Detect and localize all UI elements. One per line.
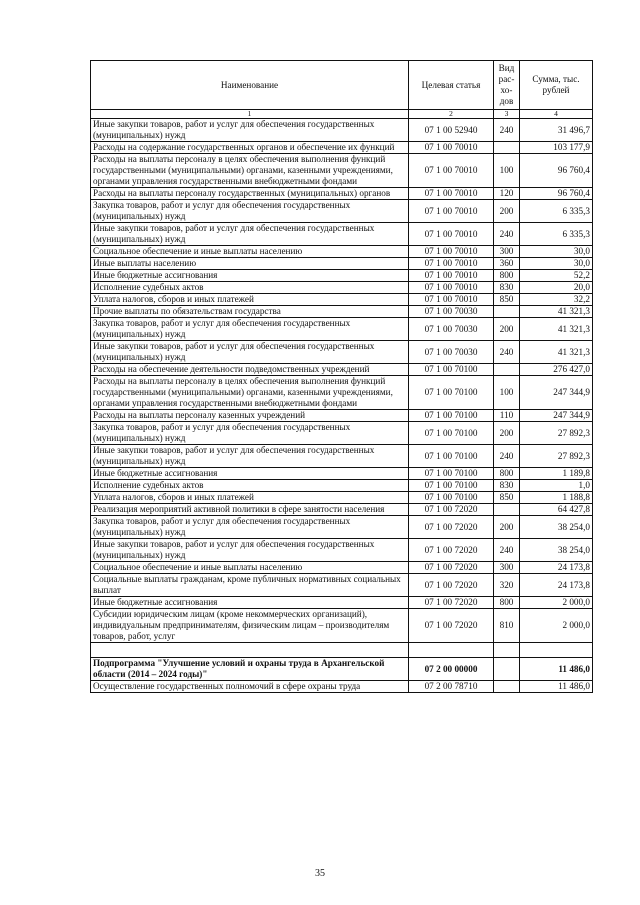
name-cell: Иные закупки товаров, работ и услуг для обеспечения государственных (муниципальных) нужд: [91, 445, 409, 468]
name-cell: Закупка товаров, работ и услуг для обеспечения государственных (муниципальных) нужд: [91, 200, 409, 223]
name-cell: Уплата налогов, сборов и иных платежей: [91, 294, 409, 306]
table-row: [91, 154, 593, 188]
expense-type-cell: 240: [494, 445, 520, 468]
name-cell: Исполнение судебных актов: [91, 282, 409, 294]
target-article-cell: 07 1 00 70010: [409, 282, 494, 294]
sum-cell: 27 892,3: [520, 445, 593, 468]
expense-type-cell: 800: [494, 468, 520, 480]
expense-type-cell: 100: [494, 376, 520, 410]
header-expense-type: Вид рас- хо- дов: [494, 61, 520, 110]
sum-cell: 103 177,9: [520, 142, 593, 154]
spacer-cell: [91, 643, 409, 658]
table-row: [91, 223, 593, 246]
name-cell: Закупка товаров, работ и услуг для обеспечения государственных (муниципальных) нужд: [91, 318, 409, 341]
expense-type-cell: 830: [494, 282, 520, 294]
target-article-cell: 07 1 00 72020: [409, 609, 494, 643]
table-row: [91, 376, 593, 410]
name-cell: Исполнение судебных актов: [91, 480, 409, 492]
name-cell: Уплата налогов, сборов и иных платежей: [91, 492, 409, 504]
expense-type-cell: 850: [494, 294, 520, 306]
target-article-cell: 07 1 00 70010: [409, 270, 494, 282]
table-row: [91, 142, 593, 154]
expense-type-cell: 300: [494, 562, 520, 574]
expense-type-cell: 100: [494, 154, 520, 188]
table-row: [91, 422, 593, 445]
name-cell: Расходы на выплаты персоналу казенных учреждений: [91, 410, 409, 422]
target-article-cell: 07 1 00 72020: [409, 539, 494, 562]
target-article-cell: 07 1 00 70100: [409, 410, 494, 422]
column-number: 3: [494, 110, 520, 119]
table-row: [91, 445, 593, 468]
name-cell: Иные закупки товаров, работ и услуг для обеспечения государственных (муниципальных) нужд: [91, 119, 409, 142]
target-article-cell: 07 1 00 70030: [409, 306, 494, 318]
target-article-cell: 07 1 00 70010: [409, 142, 494, 154]
sum-cell: 30,0: [520, 258, 593, 270]
name-cell: Закупка товаров, работ и услуг для обеспечения государственных (муниципальных) нужд: [91, 516, 409, 539]
page-number: 35: [315, 868, 325, 879]
name-cell: Иные закупки товаров, работ и услуг для обеспечения государственных (муниципальных) нужд: [91, 539, 409, 562]
table-header-row: [91, 61, 593, 110]
name-cell: Закупка товаров, работ и услуг для обеспечения государственных (муниципальных) нужд: [91, 422, 409, 445]
table-row: [91, 539, 593, 562]
table-row: [91, 504, 593, 516]
expense-type-cell: [494, 364, 520, 376]
target-article-cell: 07 1 00 52940: [409, 119, 494, 142]
sum-cell: 38 254,0: [520, 516, 593, 539]
expense-type-cell: 200: [494, 200, 520, 223]
target-article-cell: 07 1 00 70100: [409, 480, 494, 492]
expense-type-cell: 850: [494, 492, 520, 504]
name-cell: Социальное обеспечение и иные выплаты населению: [91, 562, 409, 574]
target-article-cell: 07 1 00 70010: [409, 188, 494, 200]
sum-cell: 276 427,0: [520, 364, 593, 376]
name-cell: Иные бюджетные ассигнования: [91, 468, 409, 480]
sum-cell: 247 344,9: [520, 410, 593, 422]
table-row: [91, 341, 593, 364]
expense-type-cell: 800: [494, 597, 520, 609]
table-body: [91, 119, 593, 693]
target-article-cell: 07 1 00 72020: [409, 516, 494, 539]
target-article-cell: 07 1 00 72020: [409, 562, 494, 574]
budget-table: [90, 60, 593, 693]
target-article-cell: 07 2 00 00000: [409, 658, 494, 681]
expense-type-cell: 240: [494, 223, 520, 246]
target-article-cell: 07 1 00 72020: [409, 574, 494, 597]
column-number-row: [91, 110, 593, 119]
sum-cell: 41 321,3: [520, 341, 593, 364]
expense-type-cell: 800: [494, 270, 520, 282]
sum-cell: 6 335,3: [520, 200, 593, 223]
expense-type-cell: 200: [494, 422, 520, 445]
sum-cell: 64 427,8: [520, 504, 593, 516]
name-cell: Иные бюджетные ассигнования: [91, 597, 409, 609]
table-row: [91, 294, 593, 306]
target-article-cell: 07 1 00 70100: [409, 492, 494, 504]
sum-cell: 2 000,0: [520, 609, 593, 643]
expense-type-cell: 300: [494, 246, 520, 258]
table-row: [91, 306, 593, 318]
target-article-cell: 07 2 00 78710: [409, 681, 494, 693]
spacer-row: [91, 643, 593, 658]
table-row: [91, 188, 593, 200]
sum-cell: 38 254,0: [520, 539, 593, 562]
sum-cell: 247 344,9: [520, 376, 593, 410]
sum-cell: 41 321,3: [520, 318, 593, 341]
sum-cell: 1 188,8: [520, 492, 593, 504]
sum-cell: 41 321,3: [520, 306, 593, 318]
sum-cell: 11 486,0: [520, 658, 593, 681]
name-cell: Социальные выплаты гражданам, кроме публичных нормативных социальных выплат: [91, 574, 409, 597]
sum-cell: 96 760,4: [520, 188, 593, 200]
expense-type-cell: [494, 306, 520, 318]
expense-type-cell: 240: [494, 119, 520, 142]
expense-type-cell: 810: [494, 609, 520, 643]
name-cell: Расходы на обеспечение деятельности подведомственных учреждений: [91, 364, 409, 376]
name-cell: Расходы на выплаты персоналу в целях обеспечения выполнения функций государственными (муниципальными) органами, казенными учреждениями, органами управления государственными внебюджетными фондами: [91, 376, 409, 410]
spacer-cell: [409, 643, 494, 658]
column-number: 2: [409, 110, 494, 119]
table-row: [91, 609, 593, 643]
name-cell: Иные бюджетные ассигнования: [91, 270, 409, 282]
table-row: [91, 364, 593, 376]
table-row: [91, 246, 593, 258]
target-article-cell: 07 1 00 70100: [409, 445, 494, 468]
sum-cell: 52,2: [520, 270, 593, 282]
expense-type-cell: 240: [494, 539, 520, 562]
sum-cell: 24 173,8: [520, 574, 593, 597]
sum-cell: 24 173,8: [520, 562, 593, 574]
table-row: [91, 480, 593, 492]
spacer-cell: [520, 643, 593, 658]
name-cell: Осуществление государственных полномочий в сфере охраны труда: [91, 681, 409, 693]
table-row: [91, 258, 593, 270]
sum-cell: 1,0: [520, 480, 593, 492]
target-article-cell: 07 1 00 70100: [409, 364, 494, 376]
spacer-cell: [494, 643, 520, 658]
table-row: [91, 410, 593, 422]
expense-type-cell: [494, 658, 520, 681]
name-cell: Расходы на выплаты персоналу государственных (муниципальных) органов: [91, 188, 409, 200]
table-row: [91, 516, 593, 539]
name-cell: Расходы на выплаты персоналу в целях обеспечения выполнения функций государственными (муниципальными) органами, казенными учреждениями, органами управления государственными внебюджетными фондами: [91, 154, 409, 188]
sum-cell: 30,0: [520, 246, 593, 258]
target-article-cell: 07 1 00 70010: [409, 258, 494, 270]
target-article-cell: 07 1 00 70010: [409, 246, 494, 258]
target-article-cell: 07 1 00 70030: [409, 341, 494, 364]
target-article-cell: 07 1 00 72020: [409, 504, 494, 516]
target-article-cell: 07 1 00 70010: [409, 200, 494, 223]
sum-cell: 32,2: [520, 294, 593, 306]
name-cell: Расходы на содержание государственных органов и обеспечение их функций: [91, 142, 409, 154]
target-article-cell: 07 1 00 70100: [409, 376, 494, 410]
sum-cell: 6 335,3: [520, 223, 593, 246]
name-cell: Социальное обеспечение и иные выплаты населению: [91, 246, 409, 258]
sum-cell: 1 189,8: [520, 468, 593, 480]
table-row: [91, 468, 593, 480]
target-article-cell: 07 1 00 70100: [409, 468, 494, 480]
expense-type-cell: [494, 681, 520, 693]
expense-type-cell: 200: [494, 516, 520, 539]
table-row: [91, 597, 593, 609]
header-name: Наименование: [91, 61, 409, 110]
expense-type-cell: [494, 142, 520, 154]
expense-type-cell: 110: [494, 410, 520, 422]
sum-cell: 96 760,4: [520, 154, 593, 188]
table-row: [91, 574, 593, 597]
column-number: 4: [520, 110, 593, 119]
header-target-article: Целевая статья: [409, 61, 494, 110]
sum-cell: 2 000,0: [520, 597, 593, 609]
table-row: [91, 282, 593, 294]
expense-type-cell: [494, 504, 520, 516]
name-cell: Реализация мероприятий активной политики в сфере занятости населения: [91, 504, 409, 516]
expense-type-cell: 320: [494, 574, 520, 597]
target-article-cell: 07 1 00 70010: [409, 223, 494, 246]
table-row: [91, 681, 593, 693]
name-cell: Иные выплаты населению: [91, 258, 409, 270]
table-row: [91, 119, 593, 142]
table-row: [91, 200, 593, 223]
sum-cell: 11 486,0: [520, 681, 593, 693]
name-cell: Субсидии юридическим лицам (кроме некоммерческих организаций), индивидуальным предпринимателям, физическим лицам – производителям товаров, работ, услуг: [91, 609, 409, 643]
expense-type-cell: 240: [494, 341, 520, 364]
name-cell: Прочие выплаты по обязательствам государства: [91, 306, 409, 318]
expense-type-cell: 120: [494, 188, 520, 200]
table-row: [91, 658, 593, 681]
name-cell: Иные закупки товаров, работ и услуг для обеспечения государственных (муниципальных) нужд: [91, 223, 409, 246]
sum-cell: 20,0: [520, 282, 593, 294]
expense-type-cell: 360: [494, 258, 520, 270]
table-row: [91, 562, 593, 574]
sum-cell: 31 496,7: [520, 119, 593, 142]
target-article-cell: 07 1 00 70100: [409, 422, 494, 445]
header-sum: Сумма, тыс. рублей: [520, 61, 593, 110]
table-row: [91, 492, 593, 504]
name-cell: Иные закупки товаров, работ и услуг для обеспечения государственных (муниципальных) нужд: [91, 341, 409, 364]
target-article-cell: 07 1 00 70010: [409, 294, 494, 306]
column-number: 1: [91, 110, 409, 119]
target-article-cell: 07 1 00 70010: [409, 154, 494, 188]
sum-cell: 27 892,3: [520, 422, 593, 445]
table-row: [91, 270, 593, 282]
name-cell: Подпрограмма "Улучшение условий и охраны труда в Архангельской области (2014 – 2024 годы)": [91, 658, 409, 681]
expense-type-cell: 830: [494, 480, 520, 492]
expense-type-cell: 200: [494, 318, 520, 341]
target-article-cell: 07 1 00 72020: [409, 597, 494, 609]
target-article-cell: 07 1 00 70030: [409, 318, 494, 341]
table-row: [91, 318, 593, 341]
